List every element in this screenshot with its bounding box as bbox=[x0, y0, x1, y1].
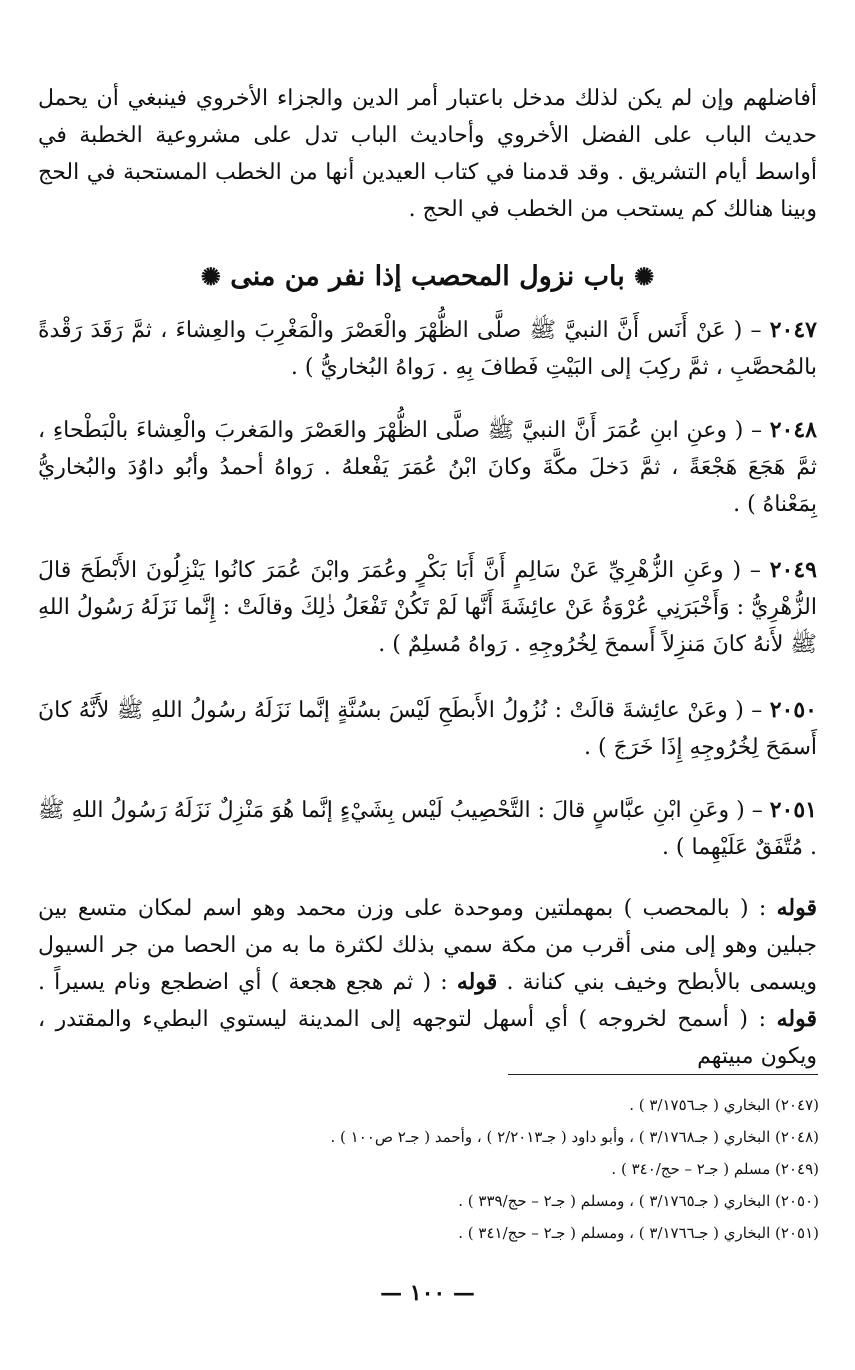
footnote: (٢٠٥٠) البخاري ( جـ٣/١٧٦٥ ) ، ومسلم ( جـ٢ – حج/٣٣٩ ) . bbox=[458, 1192, 819, 1210]
star-ornament-icon: ✺ bbox=[634, 262, 655, 291]
footnote: (٢٠٤٧) البخاري ( جـ٣/١٧٥٦ ) . bbox=[629, 1096, 819, 1114]
hadith-2050 bbox=[38, 692, 817, 766]
hadith-text: – ( وعَنِ ابْنِ عبَّاسٍ قالَ : التَّحْصِيبُ لَيْس بِشَيْءٍ إنَّما هُوَ مَنْزِلٌ نَزَلَهُ رَسُولُ اللهِ ﷺ . مُتَّفَقٌ عَلَيْهِما ) . bbox=[38, 798, 817, 860]
hadith-text: – ( وعنِ ابنِ عُمَرَ أَنَّ النبيَّ ﷺ صلَّى الظُّهْرَ والعَصْرَ والمَغربَ والْعِشاءَ بالْبَطْحاءِ ، ثمَّ هَجَعَ هَجْعَةً ، ثمَّ دَخلَ مكَّةَ وكانَ ابْنُ عُمَرَ يَفْعلهُ . رَواهُ أحمدُ وأبُو داوُدَ والبُخاريُّ بِمَعْناهُ ) . bbox=[38, 418, 817, 517]
commentary-paragraph bbox=[38, 890, 817, 1075]
commentary-text: : ( أسمح لخروجه ) أي أسهل لتوجهه إلى المدينة ليستوي البطيء والمقتدر ، ويكون مبيتهم bbox=[38, 1007, 817, 1069]
commentary-keyword: قوله bbox=[776, 1006, 817, 1032]
hadith-text: – ( عَنْ أَنَس أَنَّ النبيَّ ﷺ صلَّى الظُّهْرَ والْعَصْرَ والْمَغْرِبَ والعِشاءَ ، ثمَّ رَقَدَ رَقْدةً بالمُحصَّبِ ، ثمَّ ركِبَ إلى البَيْتِ فَطافَ بِهِ . رَواهُ البُخاريُّ ) . bbox=[38, 318, 817, 380]
intro-paragraph: أفاضلهم وإن لم يكن لذلك مدخل باعتبار أمر الدين والجزاء الأخروي فينبغي أن يحمل حديث الباب على الفضل الأخروي وأحاديث الباب تدل على مشروعية الخطبة في أواسط أيام التشريق . وقد قدمنا في كتاب العيدين أنها من الخطب المستحبة في الحج وبينا هنالك كم يستحب من الخطب في الحج . bbox=[38, 86, 817, 222]
hadith-2047 bbox=[38, 312, 817, 386]
hadith-number: ٢٠٥٠ bbox=[769, 697, 817, 723]
hadith-text: – ( وعَنْ عائِشةَ قالَتْ : نُزُولُ الأَبطَحِ لَيْسَ بسُنَّةٍ إنَّما نَزَلَهُ رسُولُ اللهِ ﷺ لأَنَّهُ كانَ أَسمَحَ لِخُرُوجِهِ إِذَا خَرَجَ ) . bbox=[38, 698, 817, 760]
hadith-number: ٢٠٤٧ bbox=[769, 317, 817, 343]
hadith-2048 bbox=[38, 412, 817, 523]
commentary-keyword: قوله bbox=[456, 969, 498, 995]
footnote: (٢٠٤٨) البخاري ( جـ٣/١٧٦٨ ) ، وأبو داود ( جـ٢/٢٠١٣ ) ، وأحمد ( جـ٢ ص١٠٠ ) . bbox=[330, 1128, 819, 1146]
hadith-text: – ( وعَنِ الزُّهْرِيِّ عَنْ سَالِمٍ أَنَّ أَبَا بَكْرٍ وعُمَرَ وابْنَ عُمَرَ كانُوا يَنْزِلُونَ الأَبْطَحَ قالَ الزُّهْرِيُّ : وَأَخْبَرَنِي عُرْوَةُ عَنْ عائِشَةَ أَنَّها لَمْ تَكُنْ تَفْعَلُ ذٰلِكَ وقالَتْ : إِنَّما نَزَلَهُ رَسُولُ اللهِ ﷺ لأَنهُ كانَ مَنزِلاً أَسمحَ لِخُرُوجِهِ . رَواهُ مُسلِمٌ ) . bbox=[38, 558, 817, 657]
commentary-text: : ( بالمحصب ) بمهملتين وموحدة على وزن محمد وهو اسم لمكان متسع بين جبلين وهو إلى منى أقرب من مكة سمي بذلك لكثرة ما به من الحصا من جر السيول ويسمى بالأبطح وخيف بني كنانة . bbox=[38, 896, 817, 995]
commentary-text: : ( ثم هجع هجعة ) أي اضطجع ونام يسيراً . bbox=[38, 970, 448, 995]
commentary-keyword: قوله bbox=[776, 895, 817, 921]
footnote: (٢٠٥١) البخاري ( جـ٣/١٧٦٦ ) ، ومسلم ( جـ٢ – حج/٣٤١ ) . bbox=[458, 1224, 819, 1242]
hadith-2049 bbox=[38, 552, 817, 663]
hadith-number: ٢٠٤٩ bbox=[769, 557, 817, 583]
chapter-heading bbox=[38, 257, 817, 297]
page-number: — ١٠٠ — bbox=[380, 1280, 475, 1306]
star-ornament-icon: ✺ bbox=[200, 262, 221, 291]
hadith-number: ٢٠٤٨ bbox=[769, 417, 817, 443]
footnote: (٢٠٤٩) مسلم ( جـ٢ – حج/٣٤٠ ) . bbox=[611, 1160, 819, 1178]
footnote-divider bbox=[508, 1074, 818, 1075]
hadith-number: ٢٠٥١ bbox=[769, 797, 817, 823]
hadith-2051 bbox=[38, 792, 817, 866]
chapter-title: باب نزول المحصب إذا نفر من منى bbox=[230, 261, 625, 292]
